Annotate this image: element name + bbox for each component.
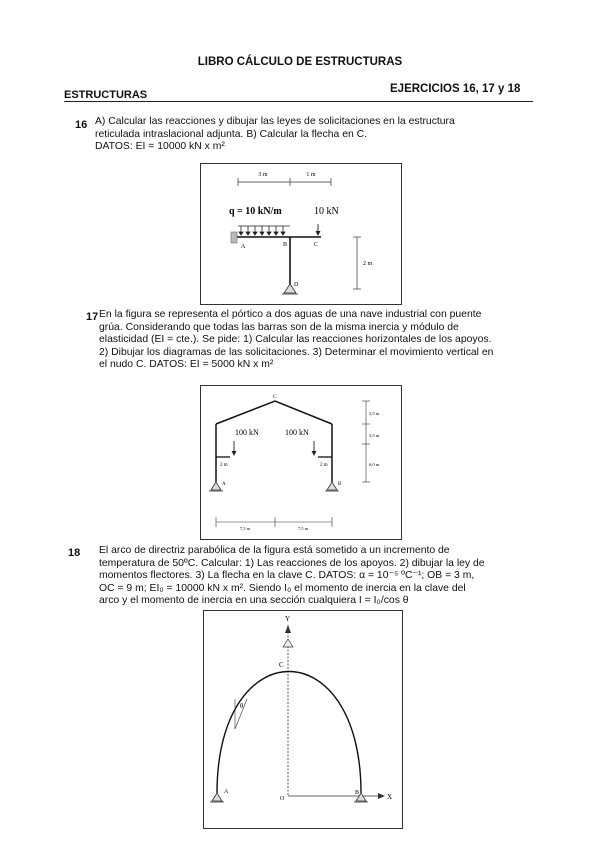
node-a-label: A [222,482,226,487]
top-marker [283,639,293,647]
exercise-17-line: En la figura se representa el pórtico a dos aguas de una nave industrial con puente [99,309,482,320]
node-d-label: D [294,282,299,288]
dim-h3-label: 6,0 m [369,462,380,467]
exercise-18-statement [99,545,535,608]
node-c-label: C [279,661,284,669]
dim-right-label: 1 m [306,172,316,178]
axis-x-label: X [387,793,393,801]
load-right-label: 100 kN [285,428,309,437]
node-b-label: B [355,790,360,796]
section-label: ESTRUCTURAS [64,89,148,101]
header-divider [64,101,533,102]
support-a [212,793,222,801]
exercise-18-line: El arco de directriz parabólica de la figura está sometido a un incremento de [99,545,450,556]
exercise-18-line: momentos flectores. 3) La flecha en la clave C. DATOS: α = 10⁻⁵ ºC⁻¹; OB = 3 m, [99,570,475,582]
exercise-17-line: grúa. Considerando que todas las barras son de la misma inercia y módulo de [99,321,459,333]
exercise-17-line: 2) Dibujar los diagramas de las solicitaciones. 3) Determinar el movimiento vertical en [99,346,494,358]
node-a-label: A [241,244,246,250]
axis-y-label: Y [285,615,291,623]
node-b-label: B [338,482,342,487]
figure-16-frame [200,163,402,305]
load-left-arrow [232,451,237,456]
exercise-17-line: el nudo C. DATOS: EI = 5000 kN x m² [99,359,274,371]
support-a [231,232,237,243]
exercise-16-number: 16 [75,119,88,131]
gable-roof [216,401,332,424]
exercise-18-line: OC = 9 m; EI₀ = 10000 kN x m². Siendo I₀ el momento de inercia en la clave del [99,582,466,594]
node-c-label: C [273,394,277,400]
exercise-16-line: reticulada intraslacional adjunta. B) Calcular la flecha en C. [95,128,368,140]
angle-theta-label: θ [240,702,244,710]
parabolic-arch [217,672,361,794]
dim-left-label: 3 m [258,172,268,178]
node-a-label: A [224,789,229,795]
document-title: LIBRO CÁLCULO DE ESTRUCTURAS [197,56,403,68]
support-a [211,482,221,490]
distributed-load-label: q = 10 kN/m [229,206,282,217]
dim-h1-label: 3,5 m [369,411,380,416]
point-load-arrow [316,231,321,236]
exercise-17-line: elasticidad (EI = cte.). Se pide: 1) Calcular las reacciones horizontales de los apoyos. [99,334,492,346]
exercises-heading: EJERCICIOS 16, 17 y 18 [390,83,521,95]
bracket-right-label: 2 m [320,463,328,468]
exercise-16-line: A) Calcular las reacciones y dibujar las leyes de solicitaciones en la estructura [95,116,455,127]
exercise-17-number: 17 [86,311,99,323]
figure-16-diagram [201,164,401,304]
node-o-label: O [280,796,285,802]
figure-17-frame [200,385,402,540]
support-b [327,482,337,490]
load-right-arrow [312,451,317,456]
exercise-18-number: 18 [68,547,81,559]
dim-w2-label: 7,5 m [297,526,309,531]
point-load-label: 10 kN [314,206,339,217]
distributed-load-arrows [238,226,290,235]
node-c-label: C [314,242,319,248]
exercise-16-line: DATOS: EI = 10000 kN x m² [95,141,225,153]
dim-height-label: 2 m [363,261,373,267]
dim-h2-label: 3,5 m [369,433,380,438]
exercise-18-line: temperatura de 50ºC. Calcular: 1) Las reacciones de los apoyos. 2) dibujar la ley de [99,557,485,569]
figure-17-diagram [201,386,401,539]
exercise-16-statement [95,116,515,154]
bracket-left-label: 2 m [220,463,228,468]
figure-18-diagram [204,611,402,828]
load-left-label: 100 kN [235,428,259,437]
node-b-label: B [283,242,288,248]
dim-w1-label: 7,5 m [239,526,251,531]
figure-18-frame [203,610,403,829]
exercise-18-line: arco y el momento de inercia en una sección cualquiera I = I₀/cos θ [99,595,409,607]
exercise-17-statement [99,309,535,372]
